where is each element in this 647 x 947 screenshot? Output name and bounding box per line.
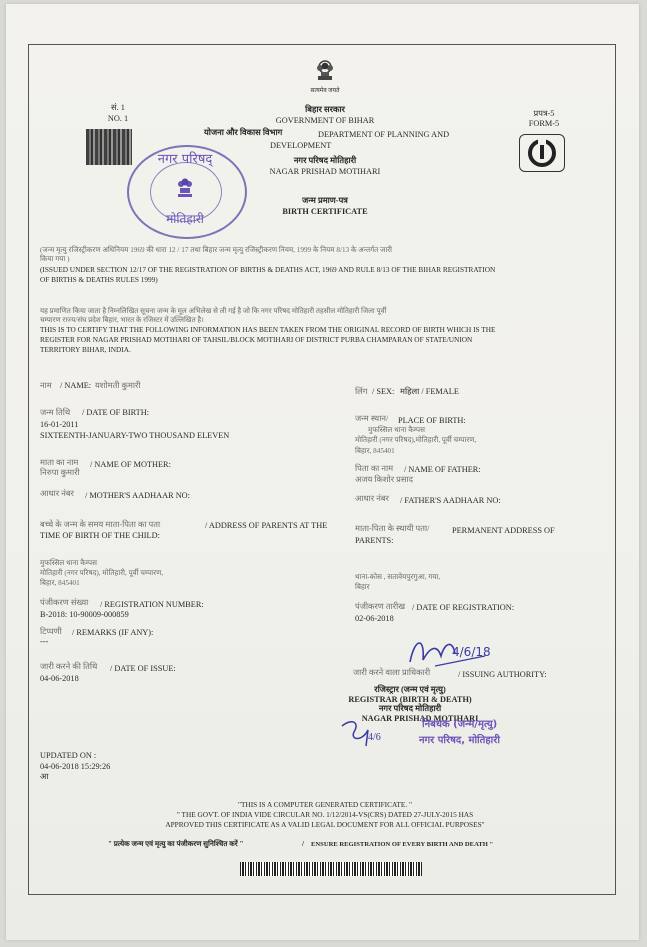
barcode-icon <box>240 862 422 876</box>
regno-label-en: / REGISTRATION NUMBER: <box>100 600 204 609</box>
emblem-caption: सत्यमेव जयते <box>310 88 340 94</box>
remarks-label-en: / REMARKS (IF ANY): <box>72 628 154 637</box>
name-value: यशोमती कुमारी <box>95 381 141 390</box>
dob-value: 16-01-2011 <box>40 420 79 429</box>
addr-perm-label-en-2: PARENTS: <box>355 536 394 545</box>
footer-slogan-en: ENSURE REGISTRATION OF EVERY BIRTH AND DEATH " <box>311 841 494 848</box>
father-value: अजय किशोर प्रसाद <box>355 475 414 484</box>
authority-signature-date: 4/6/18 <box>452 645 491 659</box>
pob-value-2: मोतिहारी (नगर परिषद),मोतिहारी, पूर्वी चम्पारण, <box>355 436 477 444</box>
footer-slogan-sep: / <box>302 840 304 848</box>
title-hi: जन्म प्रमाण-पत्र <box>302 196 348 205</box>
seal-bottom-text: मोतिहारी <box>166 212 204 226</box>
dept-en-1: DEPARTMENT OF PLANNING AND <box>318 130 450 139</box>
addr-birth-value-1: मुफस्सिल थाना कैम्पस <box>40 559 97 567</box>
certify-en-1: THIS IS TO CERTIFY THAT THE FOLLOWING INFORMATION HAS BEEN TAKEN FROM THE ORIGINAL RECORD OF BIRTH WHICH IS THE <box>40 325 496 334</box>
form-no-en: NO. 1 <box>107 114 129 123</box>
issued-under-hi-1: (जन्म मृत्यु रजिस्ट्रीकरण अधिनियम 1969 की धारा 12 / 17 तथा बिहार जन्म मृत्यु रजिस्ट्रीकरण नियम, 1999 के नियम 8/13 के अन्तर्गत जारी <box>40 246 393 254</box>
father-label-hi: पिता का नाम <box>355 464 394 473</box>
registrar-hi: रजिस्ट्रार (जन्म एवं मृत्यु) <box>374 685 446 694</box>
regno-label-hi: पंजीकरण संख्या <box>40 598 89 607</box>
addr-perm-value-1: थाना-कोस , सतावेयपुरगुआ, गया, <box>355 573 441 581</box>
mother-label-hi: माता का नाम <box>40 458 79 467</box>
father-aadhaar-en: / FATHER'S AADHAAR NO: <box>400 496 501 505</box>
govt-en: GOVERNMENT OF BIHAR <box>275 116 375 125</box>
dob-label-hi: जन्म तिथि <box>40 408 71 417</box>
registrar-office-hi: नगर परिषद मोतिहारी <box>378 704 442 713</box>
sex-value: महिला / FEMALE <box>400 387 459 396</box>
issued-under-en-2: OF BIRTHS & DEATHS RULES 1999) <box>40 275 158 284</box>
addr-perm-label-hi: माता-पिता के स्थायी पता/ <box>355 524 430 533</box>
footer-slogan-hi: " प्रत्येक जन्म एवं मृत्यु का पंजीकरण सुनिश्चित करें " <box>108 840 244 848</box>
dept-hi: योजना और विकास विभाग <box>204 128 283 137</box>
registrar-stamp-line-1: निबंधक (जन्म/मृत्यु) <box>422 719 498 730</box>
regno-value: B-2018: 10-90009-000859 <box>40 610 129 619</box>
dept-en-2: DEVELOPMENT <box>270 141 332 150</box>
office-hi: नगर परिषद मोतिहारी <box>293 156 357 165</box>
mother-value: निरुपा कुमारी <box>40 468 80 477</box>
certify-en-3: TERRITORY BIHAR, INDIA. <box>40 345 131 354</box>
certify-hi-2: चम्पारण राज्य/संघ प्रदेश बिहार, भारत के रजिस्टर में उल्लिखित है। <box>40 316 204 324</box>
emblem-icon <box>310 58 340 86</box>
dob-label-en: / DATE OF BIRTH: <box>82 408 150 417</box>
father-aadhaar-hi: आधार नंबर <box>355 494 389 503</box>
mother-label-en: / NAME OF MOTHER: <box>90 460 171 469</box>
updated-value: 04-06-2018 15:29:26 <box>40 762 111 771</box>
footer-line-3: APPROVED THIS CERTIFICATE AS A VALID LEGAL DOCUMENT FOR ALL OFFICIAL PURPOSES" <box>165 820 485 829</box>
regdate-label-hi: पंजीकरण तारीख <box>355 602 406 611</box>
pob-label-hi: जन्म स्थान/ <box>355 414 389 423</box>
form5-en: FORM-5 <box>528 119 560 128</box>
issued-under-en-1: (ISSUED UNDER SECTION 12/17 OF THE REGISTRATION OF BIRTHS & DEATHS ACT, 1969 AND RULE 8/13 OF THE BIHAR REGISTRATION <box>40 265 496 274</box>
footer-line-1: "THIS IS A COMPUTER GENERATED CERTIFICATE. " <box>238 800 412 809</box>
registrar-signature-date: 4/6 <box>368 732 381 743</box>
authority-label-hi: जारी करने वाला प्राधिकारी <box>353 668 431 677</box>
issue-value: 04-06-2018 <box>40 674 79 683</box>
sex-label-hi: लिंग <box>355 387 368 396</box>
sex-label-en: / SEX: <box>372 387 395 396</box>
crs-logo-icon <box>519 134 565 172</box>
issue-label-hi: जारी करने की तिथि <box>40 662 98 671</box>
pob-value-1: मुफस्सिल थाना कैम्पस <box>368 426 425 434</box>
mother-aadhaar-en: / MOTHER'S AADHAAR NO: <box>85 491 190 500</box>
certify-hi-1: यह प्रमाणित किया जाता है निम्नलिखित सूचना जन्म के मूल अभिलेख से ली गई है जो कि नगर परिषद मोतिहारी तहसील मोतिहारी जिला पूर्वी <box>40 307 387 315</box>
addr-birth-label-en-2: TIME OF BIRTH OF THE CHILD: <box>40 531 160 540</box>
addr-birth-value-2: मोतिहारी (नगर परिषद), मोतिहारी, पूर्वी चम्पारण, <box>40 569 164 577</box>
authority-label-en: / ISSUING AUTHORITY: <box>458 670 547 679</box>
remarks-value: --- <box>40 637 49 646</box>
name-label-en: / NAME: <box>60 381 92 390</box>
addr-birth-value-3: बिहार, 845401 <box>40 579 80 587</box>
dob-words: SIXTEENTH-JANUARY-TWO THOUSAND ELEVEN <box>40 431 230 440</box>
govt-hi: बिहार सरकार <box>305 105 345 114</box>
footer-line-2: " THE GOVT. OF INDIA VIDE CIRCULAR NO. 1/12/2014-VS(CRS) DATED 27-JULY-2015 HAS <box>176 810 474 819</box>
name-label-hi: नाम <box>40 381 52 390</box>
issue-label-en: / DATE OF ISSUE: <box>110 664 176 673</box>
pob-label-en: PLACE OF BIRTH: <box>398 416 466 425</box>
registrar-stamp-line-2: नगर परिषद, मोतिहारी <box>419 735 500 746</box>
seal-emblem-icon <box>173 175 197 199</box>
remarks-label-hi: टिप्पणी <box>40 627 62 636</box>
updated-label: UPDATED ON : <box>40 751 97 760</box>
form-no-hi: सं. 1 <box>111 103 125 112</box>
addr-birth-label-en-1: / ADDRESS OF PARENTS AT THE <box>205 521 328 530</box>
addr-perm-label-en-1: PERMANENT ADDRESS OF <box>452 526 555 535</box>
registrar-en: REGISTRAR (BIRTH & DEATH) <box>348 695 472 704</box>
addr-perm-value-2: बिहार <box>355 583 370 591</box>
seal-top-text: नगर परिषद् <box>157 152 213 167</box>
form5-hi: प्रपत्र-5 <box>533 109 555 118</box>
qr-code-icon <box>86 129 132 165</box>
addr-birth-label-hi: बच्चे के जन्म के समय माता-पिता का पता <box>40 520 161 529</box>
issued-under-hi-2: किया गया ) <box>40 255 70 263</box>
pob-value-3: बिहार, 845401 <box>355 447 395 455</box>
title-en: BIRTH CERTIFICATE <box>282 207 368 216</box>
regdate-label-en: / DATE OF REGISTRATION: <box>412 603 515 612</box>
registrar-office-en: NAGAR PRISHAD MOTIHARI <box>361 714 479 723</box>
mother-aadhaar-hi: आधार नंबर <box>40 489 74 498</box>
father-label-en: / NAME OF FATHER: <box>404 465 481 474</box>
office-en: NAGAR PRISHAD MOTIHARI <box>269 167 381 176</box>
regdate-value: 02-06-2018 <box>355 614 394 623</box>
certify-en-2: REGISTER FOR NAGAR PRISHAD MOTIHARI OF TAHSIL/BLOCK MOTIHARI OF DISTRICT PURBA CHAMPARAN OF STATE/UNION <box>40 335 473 344</box>
updated-extra: आ <box>40 772 49 781</box>
